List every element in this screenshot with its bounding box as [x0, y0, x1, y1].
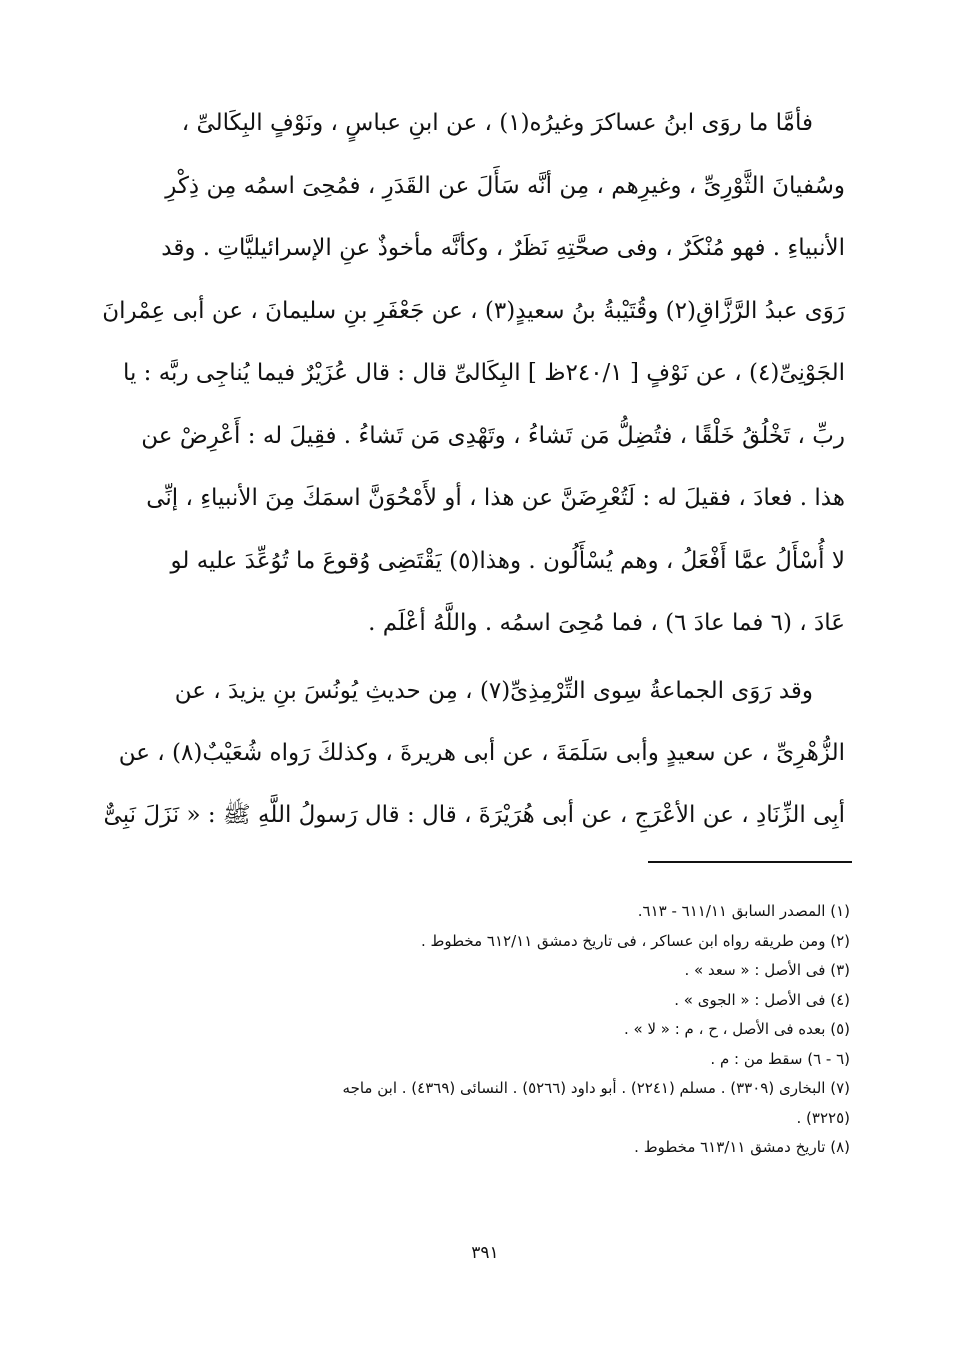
text-line: أبِى الزِّنَادِ ، عن الأعْرَجِ ، عن أبى هُرَيْرَةَ ، قال : قال رَسولُ اللَّهِ ﷺ : « نَزَلَ نَبِىٌّ: [103, 802, 845, 828]
footnote-divider: [648, 861, 852, 863]
footnote: (١) المصدر السابق ٦١١/١١ - ٦١٣.: [637, 902, 850, 920]
footnote: (٢) ومن طريقه رواه ابن عساكر ، فى تاريخ دمشق ٦١٢/١١ مخطوط .: [420, 931, 850, 950]
footnote: (٨) تاريخ دمشق ٦١٣/١١ مخطوط .: [634, 1138, 850, 1156]
footnotes: [140, 897, 850, 1163]
text-line: وقد رَوَى الجماعةُ سِوى التِّرْمِذِىِّ(٧) ، مِن حديثِ يُونُسَ بنِ يزيدَ ، عن: [174, 678, 813, 704]
footnote: (٣٢٢٥) .: [796, 1108, 850, 1127]
footnote: (٧) البخارى (٣٣٠٩) . مسلم (٢٢٤١) . أبو داود (٥٢٦٦) . النسائى (٤٣٦٩) . ابن ماجه: [342, 1079, 850, 1097]
footnote: (٦ - ٦) سقط من : م .: [710, 1049, 850, 1068]
text-line: لا أُسْأَلُ عمَّا أَفْعَلُ ، وهم يُسْأَلُون . وهذا(٥) يَقْتَضِى وُقوعَ ما تُوُعِّدَ عليه لو: [170, 547, 845, 574]
text-line: الزُّهْرِىِّ ، عن سعيدٍ وأبى سَلَمَةَ ، عن أبى هريرةَ ، وكذلكَ رَواه شُعَيْبٌ(٨) ، عن: [118, 740, 845, 766]
footnote: (٤) فى الأصل : « الجوى » .: [674, 990, 850, 1009]
text-line: عَادَ ، (٦ فما عادَ ٦) ، فما مُحِىَ اسمُه . واللَّهُ أعْلَم .: [368, 610, 845, 636]
text-line: الجَوْنِىِّ(٤) ، عن نَوْفٍ [ ٢٤٠/١ظ ] البِكَالىِّ قال : قال عُزَيْرٌ فيما يُناجِى ربَّه : يا: [122, 360, 845, 386]
text-line: رَوَى عبدُ الرَّزَّاقِ(٢) وقُتَيْبةُ بنُ سعيدٍ(٣) ، عن جَعْفَرِ بنِ سليمانَ ، عن أبى عِمْرانَ: [102, 297, 845, 324]
main-text-paragraph-2: [103, 660, 845, 846]
footnote: (٥) بعده فى الأصل ، ح ، م : « لا » .: [623, 1020, 850, 1038]
main-text-paragraph-1: [102, 92, 845, 655]
text-line: الأنبياءِ . فهو مُنْكَرٌ ، وفى صحَّتِهِ نَظَرٌ ، وكأنَّه مأخوذٌ عنِ الإسرائيليَّاتِ . وقد: [161, 235, 845, 261]
footnote: (٣) فى الأصل : « سعد » .: [684, 961, 850, 979]
page-number: ٣٩١: [471, 1243, 499, 1263]
text-line: وسُفيانَ الثَّوْرِىِّ ، وغيرِهم ، مِن أنَّه سَأَلَ عن القَدَرِ ، فمُحِىَ اسمُه مِن ذِكْرِ: [165, 172, 845, 199]
text-line: فأمَّا ما روَى ابنُ عساكرَ وغيرُه(١) ، عن ابنِ عباسٍ ، ونَوْفٍ البِكَالىِّ ،: [181, 110, 813, 136]
text-line: هذا . فعادَ ، فقيلَ له : لَتُعْرِضَنَّ عن هذا ، أو لأَمْحُوَنَّ اسمَكَ مِنَ الأنبياءِ ، إنِّى: [146, 485, 845, 511]
text-line: ربِّ ، تَخْلُقُ خَلْقًا ، فتُضِلُّ مَن تَشاءُ ، وتَهْدِى مَن تَشاءُ . فقِيلَ له : أَعْرِضْ عن: [141, 422, 845, 449]
